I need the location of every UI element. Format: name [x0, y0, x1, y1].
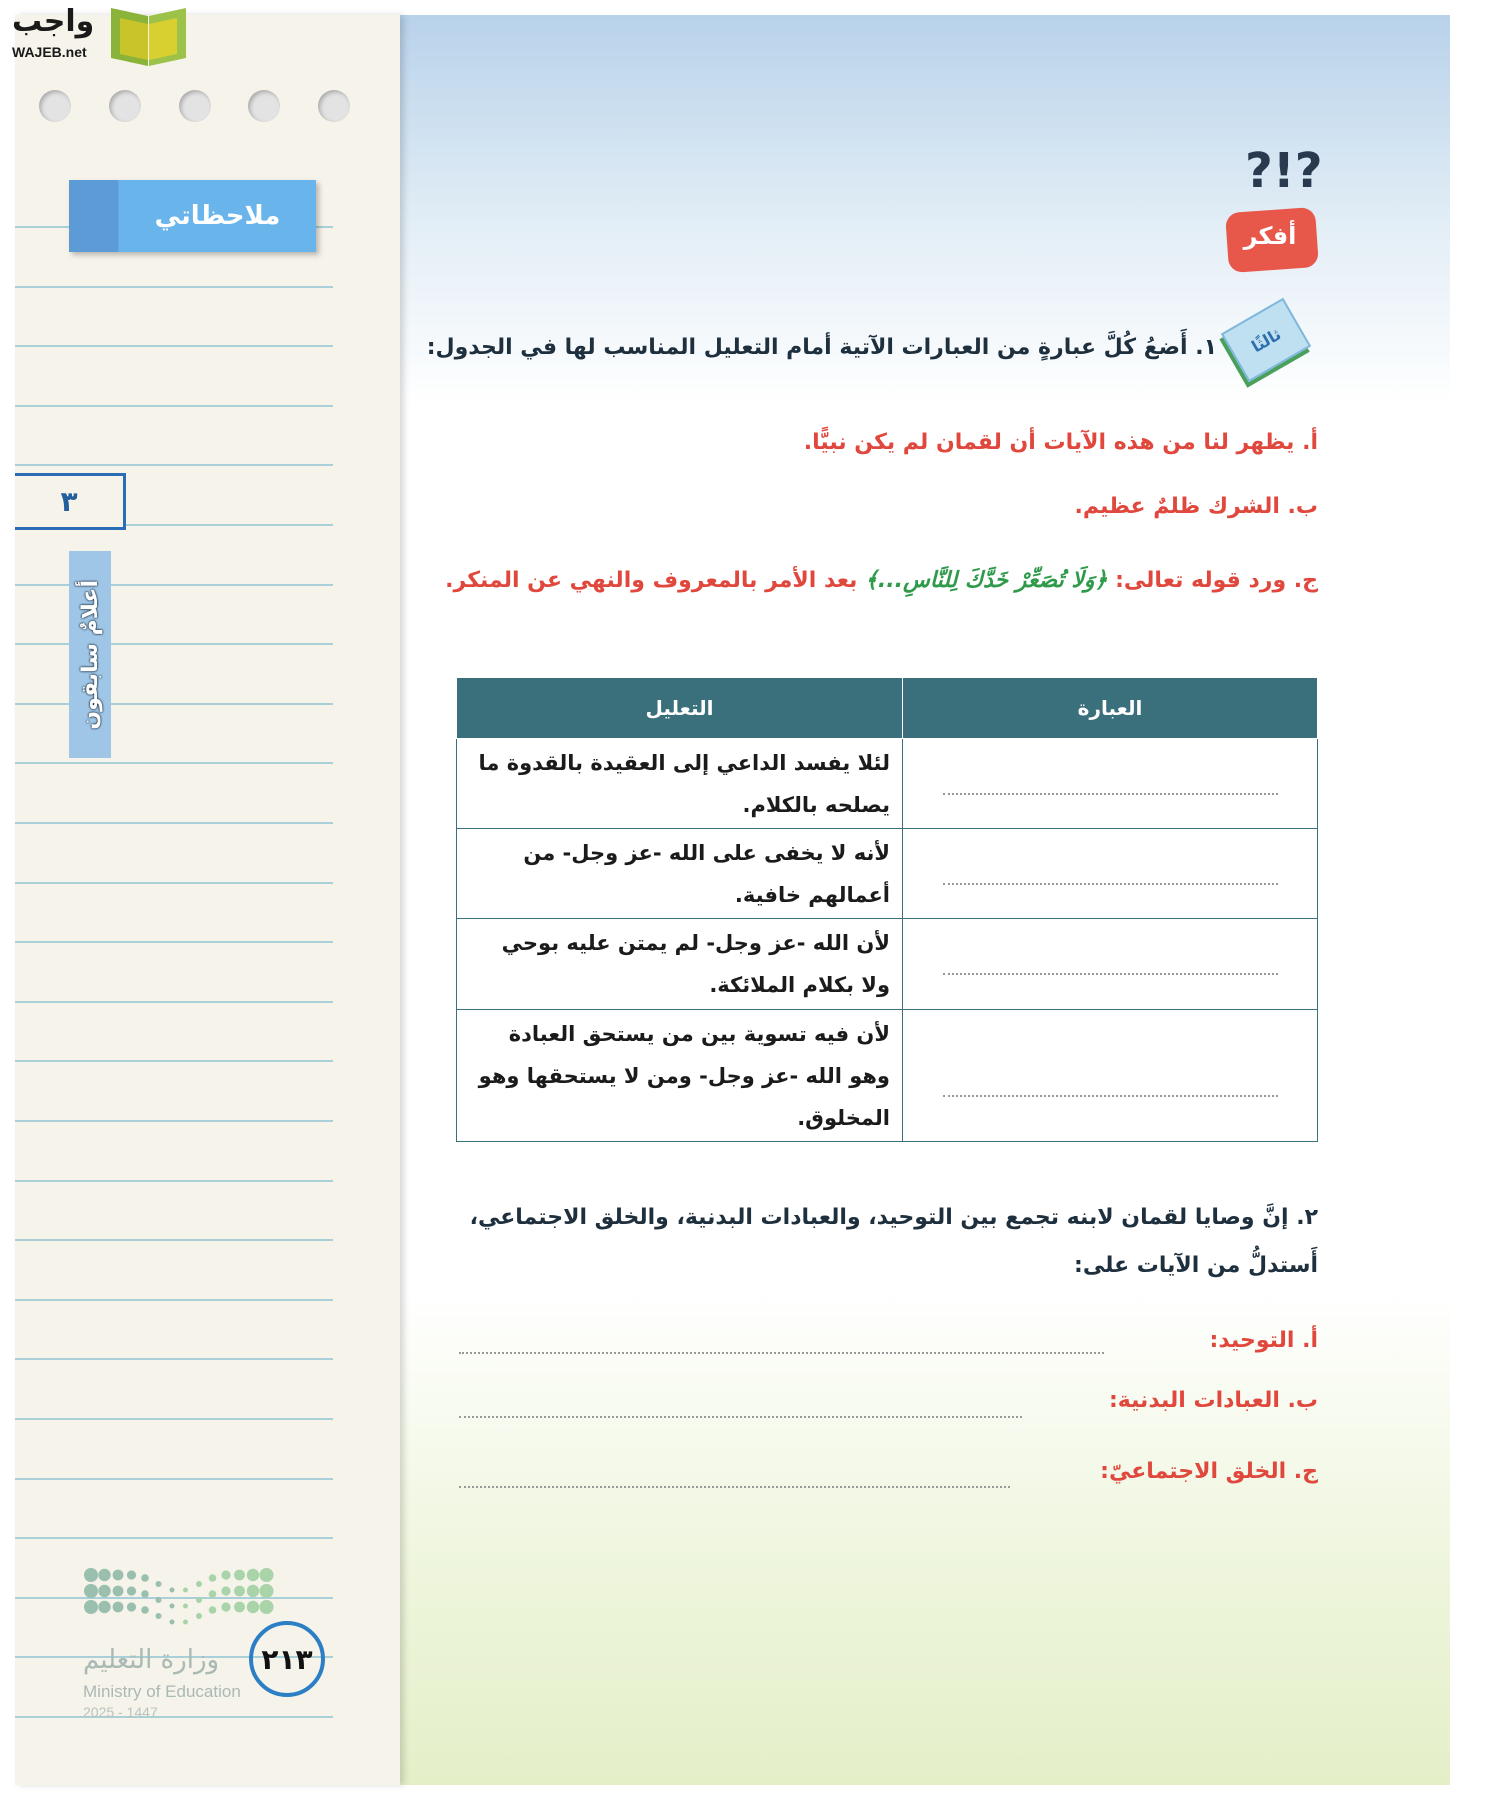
- matching-table: [456, 677, 1318, 1142]
- notebook-line: [15, 345, 333, 347]
- notebook-line: [15, 882, 333, 884]
- answer-cell[interactable]: [903, 739, 1318, 829]
- ministry-logo-icon: [83, 1565, 283, 1645]
- statement-c: [445, 568, 1318, 593]
- answer-label-c: ج. الخلق الاجتماعيّ:: [1100, 1459, 1318, 1484]
- notebook-line: [15, 1537, 333, 1539]
- answer-label-b: ب. العبادات البدنية:: [1108, 1388, 1318, 1413]
- table-row: [457, 1010, 1318, 1142]
- unit-title: أعلامٌ سابقون: [77, 579, 103, 730]
- notebook-line: [15, 584, 333, 586]
- notes-title: ملاحظاتي: [69, 180, 316, 252]
- reason-cell: لئلا يفسد الداعي إلى العقيدة بالقدوة ما يصلحه بالكلام.: [457, 739, 903, 829]
- binder-hole: [109, 90, 141, 122]
- think-badge: [1205, 132, 1325, 282]
- notebook-line: [15, 1418, 333, 1420]
- notebook-line: [15, 1180, 333, 1182]
- notebook-line: [15, 1120, 333, 1122]
- answer-cell[interactable]: [903, 1010, 1318, 1142]
- wajeb-logo: [6, 4, 191, 68]
- think-label: أفكر: [1243, 222, 1297, 250]
- binder-hole: [39, 90, 71, 122]
- answer-line-a[interactable]: [459, 1352, 1104, 1354]
- notebook-line: [15, 1358, 333, 1360]
- notebook-line: [15, 1239, 333, 1241]
- ministry-name-en: Ministry of Education: [83, 1682, 241, 1701]
- logo-arabic: واجب: [12, 4, 95, 39]
- notes-sidebar: [15, 15, 400, 1785]
- notebook-line: [15, 643, 333, 645]
- answer-cell[interactable]: [903, 829, 1318, 919]
- chapter-number: ٣: [15, 473, 126, 530]
- unit-label: [69, 551, 111, 758]
- notebook-line: [15, 286, 333, 288]
- notebook-line: [15, 703, 333, 705]
- statement-c-prefix: ج. ورد قوله تعالى:: [1107, 568, 1318, 593]
- table-row: [457, 829, 1318, 919]
- notebook-line: [15, 405, 333, 407]
- answer-cell[interactable]: [903, 919, 1318, 1010]
- book-icon: [106, 6, 191, 68]
- answer-label-a: أ. التوحيد:: [1209, 1328, 1318, 1353]
- reason-cell: لأن فيه تسوية بين من يستحق العبادة وهو الله -عز وجل- ومن لا يستحقها وهو المخلوق.: [457, 1010, 903, 1142]
- column-header-statement: العبارة: [903, 678, 1318, 739]
- reason-cell: لأنه لا يخفى على الله -عز وجل- من أعمالهم خافية.: [457, 829, 903, 919]
- statement-b: ب. الشرك ظلمٌ عظيم.: [1074, 494, 1318, 519]
- column-header-reason: التعليل: [457, 678, 903, 739]
- table-row: [457, 739, 1318, 829]
- page-number: ٢١٣: [249, 1621, 325, 1697]
- ministry-name-ar: وزارة التعليم: [83, 1645, 220, 1675]
- statement-c-suffix: بعد الأمر بالمعروف والنهي عن المنكر.: [445, 568, 866, 593]
- notebook-line: [15, 464, 333, 466]
- answer-line-b[interactable]: [459, 1416, 1022, 1418]
- question-1-prompt: ١. أَضعُ كُلَّ عبارةٍ من العبارات الآتية أمام التعليل المناسب لها في الجدول:: [426, 335, 1217, 360]
- answer-line-c[interactable]: [459, 1486, 1010, 1488]
- edition-year: 2025 - 1447: [83, 1704, 158, 1720]
- binder-hole: [179, 90, 211, 122]
- question-2-line1: ٢. إنَّ وصايا لقمان لابنه تجمع بين التوحيد، والعبادات البدنية، والخلق الاجتماعي،: [469, 1205, 1318, 1230]
- notebook-line: [15, 1299, 333, 1301]
- notebook-line: [15, 1478, 333, 1480]
- notebook-line: [15, 941, 333, 943]
- question-2-line2: أَستدلُّ من الآيات على:: [1074, 1253, 1318, 1278]
- notebook-line: [15, 1001, 333, 1003]
- notebook-line: [15, 822, 333, 824]
- notebook-line: [15, 762, 333, 764]
- section-label: ثالثًا: [1248, 324, 1284, 356]
- quran-verse: ﴿وَلَا تُصَعِّرْ خَدَّكَ لِلنَّاسِ...﴾: [865, 568, 1108, 593]
- question-marks-icon: ?!?: [1245, 143, 1323, 199]
- notebook-line: [15, 1716, 333, 1718]
- binder-hole: [318, 90, 350, 122]
- table-row: [457, 919, 1318, 1010]
- notebook-line: [15, 1060, 333, 1062]
- reason-cell: لأن الله -عز وجل- لم يمتن عليه بوحي ولا بكلام الملائكة.: [457, 919, 903, 1010]
- logo-latin: WAJEB.net: [12, 44, 87, 60]
- binder-hole: [248, 90, 280, 122]
- statement-a: أ. يظهر لنا من هذه الآيات أن لقمان لم يكن نبيًّا.: [803, 430, 1318, 455]
